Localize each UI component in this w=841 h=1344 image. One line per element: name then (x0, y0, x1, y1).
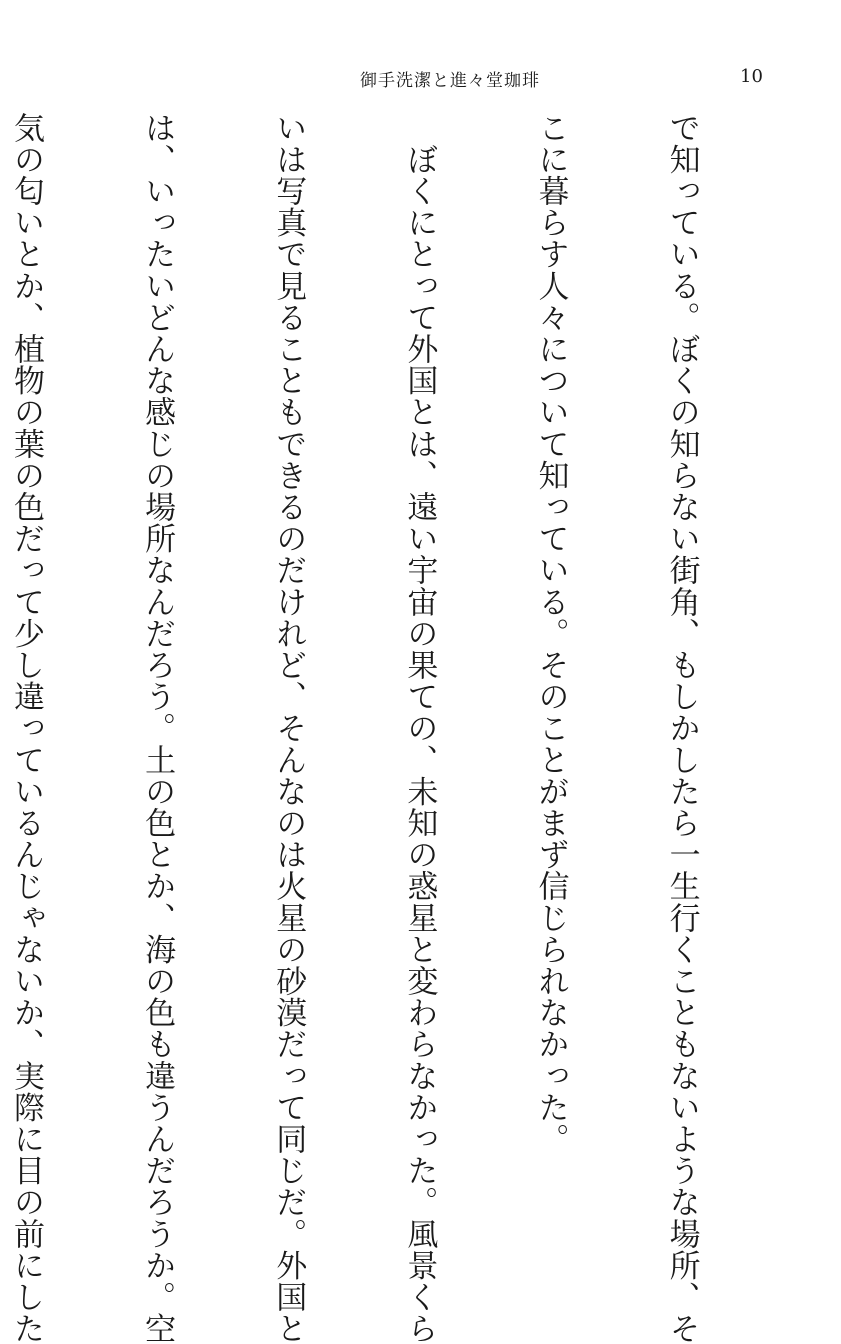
text-line: で知っている。ぼくの知らない街角、もしかしたら一生行くこともないような場所、そ (663, 112, 700, 1344)
text-line: いは写真で見ることもできるのだけれど、そんなのは火星の砂漠だって同じだ。外国と (270, 112, 307, 1344)
text-line: 気の匂いとか、植物の葉の色だって少し違っているんじゃないか、実際に目の前にした (8, 112, 45, 1344)
running-title: 御手洗潔と進々堂珈琲 (360, 71, 540, 91)
text-line: こに暮らす人々について知っている。そのことがまず信じられなかった。 (532, 112, 569, 1155)
page-number: 10 (740, 66, 763, 87)
text-line: ぼくにとって外国とは、遠い宇宙の果ての、未知の惑星と変わらなかった。風景くら (401, 112, 438, 1344)
vertical-body-text (8, 112, 790, 1344)
text-line: は、いったいどんな感じの場所なんだろう。土の色とか、海の色も違うんだろうか。空 (139, 112, 176, 1344)
